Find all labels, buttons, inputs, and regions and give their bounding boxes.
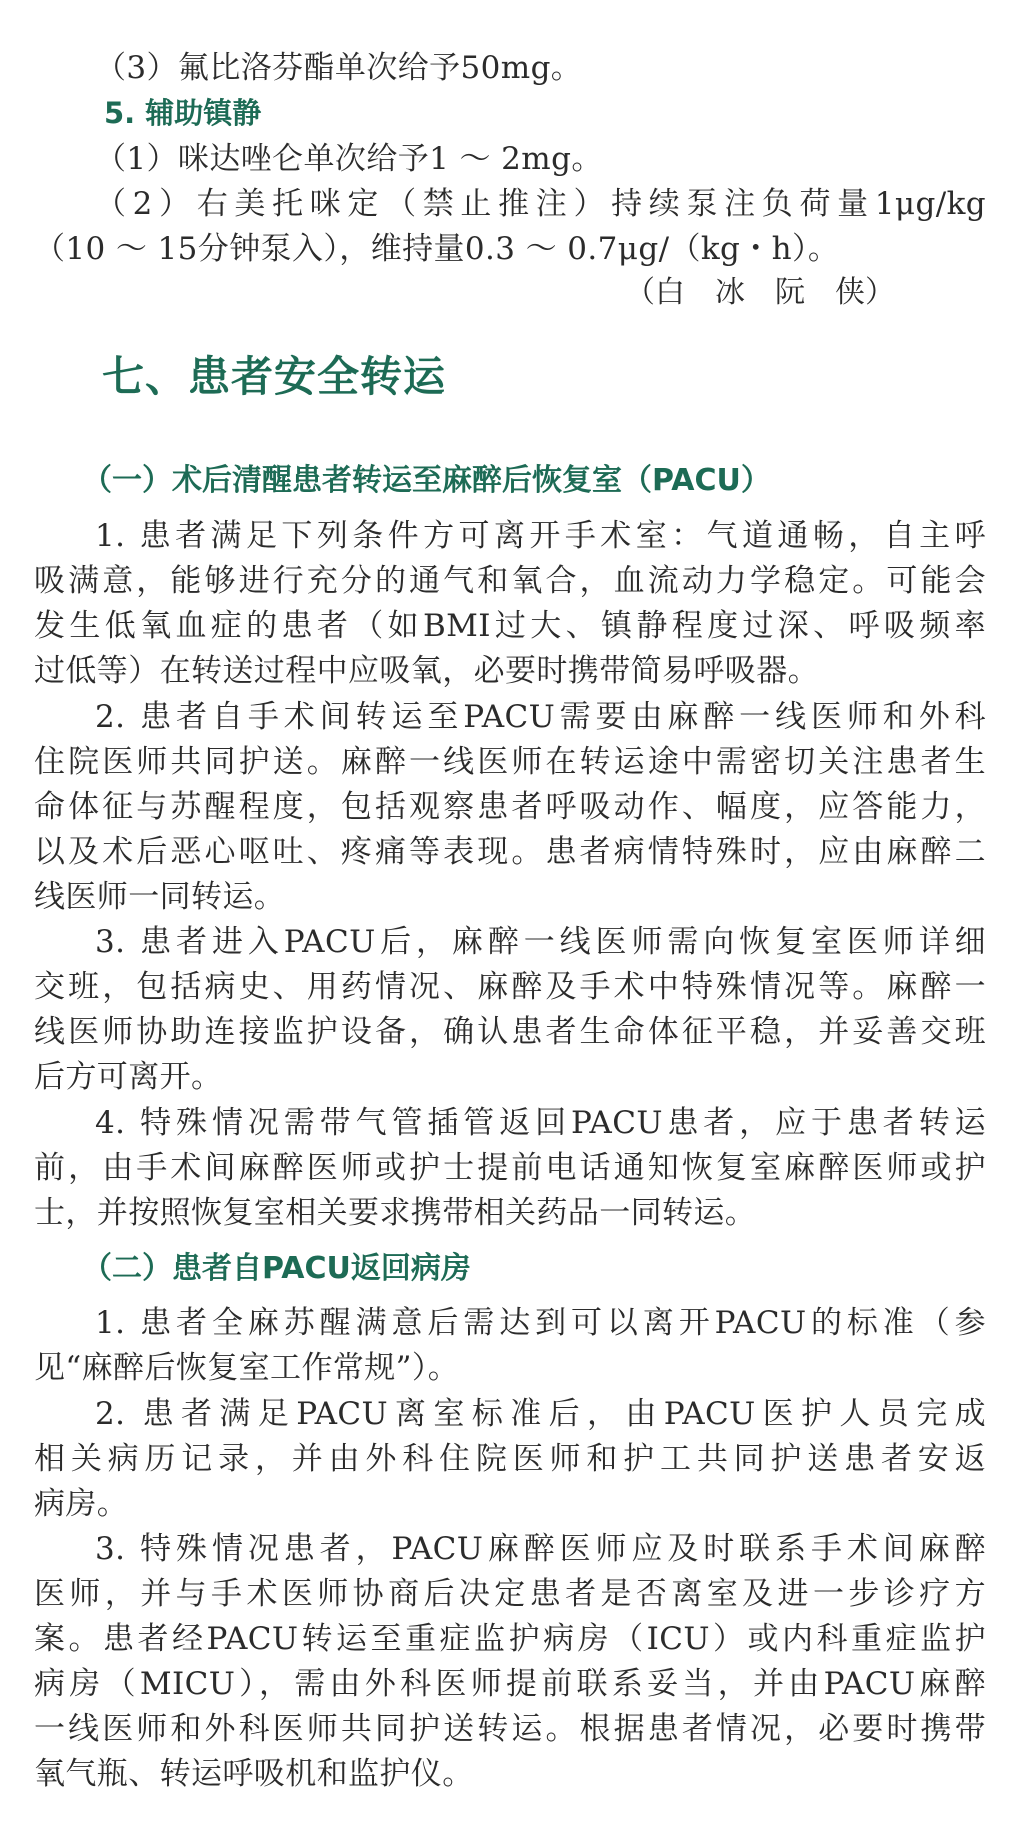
paragraph-line: 士，并按照恢复室相关要求携带相关药品一同转运。 — [34, 1195, 757, 1231]
subsection-1-title: （一）术后清醒患者转运至麻醉后恢复室（PACU） — [82, 463, 771, 498]
paragraph-line: 一线医师和外科医师共同护送转运。根据患者情况，必要时携带 — [34, 1711, 986, 1747]
intro-item-1: （1）咪达唑仑单次给予1 ～ 2mg。 — [95, 141, 603, 177]
heading-adjunct-sedation: 5. 辅助镇静 — [104, 96, 262, 130]
section-title: 七、患者安全转运 — [102, 352, 447, 401]
paragraph-line: 病房。 — [34, 1486, 129, 1522]
paragraph-line: 2. 患者满足PACU离室标准后，由PACU医护人员完成 — [95, 1396, 986, 1432]
paragraph-line: 前，由手术间麻醉医师或护士提前电话通知恢复室麻醉医师或护 — [34, 1150, 986, 1186]
paragraph-line: 住院医师共同护送。麻醉一线医师在转运途中需密切关注患者生 — [34, 744, 986, 780]
paragraph-line: 发生低氧血症的患者（如BMI过大、镇静程度过深、呼吸频率 — [34, 608, 986, 644]
paragraph-line: 1. 患者全麻苏醒满意后需达到可以离开PACU的标准（参 — [95, 1305, 986, 1341]
paragraph-line: 相关病历记录，并由外科住院医师和护工共同护送患者安返 — [34, 1441, 986, 1477]
author-credit: （白 冰 阮 侠） — [625, 275, 895, 310]
paragraph-line: 过低等）在转送过程中应吸氧，必要时携带简易呼吸器。 — [34, 653, 819, 689]
paragraph-line: 医师，并与手术医师协商后决定患者是否离室及进一步诊疗方 — [34, 1576, 986, 1612]
paragraph-line: 交班，包括病史、用药情况、麻醉及手术中特殊情况等。麻醉一 — [34, 969, 986, 1005]
paragraph-line: 3. 特殊情况患者，PACU麻醉医师应及时联系手术间麻醉 — [95, 1531, 986, 1567]
paragraph-line: 1. 患者满足下列条件方可离开手术室：气道通畅，自主呼 — [95, 518, 986, 554]
paragraph-line: 2. 患者自手术间转运至PACU需要由麻醉一线医师和外科 — [95, 699, 986, 735]
paragraph-line: 以及术后恶心呕吐、疼痛等表现。患者病情特殊时，应由麻醉二 — [34, 834, 986, 870]
intro-item-3: （3）氟比洛芬酯单次给予50mg。 — [95, 50, 583, 86]
paragraph-line: 线医师协助连接监护设备，确认患者生命体征平稳，并妥善交班 — [34, 1014, 986, 1050]
paragraph-line: 见“麻醉后恢复室工作常规”）。 — [34, 1350, 460, 1386]
paragraph-line: 4. 特殊情况需带气管插管返回PACU患者，应于患者转运 — [95, 1105, 986, 1141]
paragraph-line: 3. 患者进入PACU后，麻醉一线医师需向恢复室医师详细 — [95, 924, 986, 960]
paragraph-line: 吸满意，能够进行充分的通气和氧合，血流动力学稳定。可能会 — [34, 563, 986, 599]
paragraph-line: 命体征与苏醒程度，包括观察患者呼吸动作、幅度，应答能力， — [34, 789, 986, 825]
paragraph-line: 氧气瓶、转运呼吸机和监护仪。 — [34, 1756, 474, 1792]
intro-item-2-line-1: （2）右美托咪定（禁止推注）持续泵注负荷量1μg/kg — [95, 186, 986, 222]
paragraph-line: 案。患者经PACU转运至重症监护病房（ICU）或内科重症监护 — [34, 1621, 986, 1657]
paragraph-line: 病房（MICU），需由外科医师提前联系妥当，并由PACU麻醉 — [34, 1666, 986, 1702]
paragraph-line: 线医师一同转运。 — [34, 879, 286, 915]
subsection-2-title: （二）患者自PACU返回病房 — [82, 1251, 471, 1286]
paragraph-line: 后方可离开。 — [34, 1059, 223, 1095]
intro-item-2-line-2: （10 ～ 15分钟泵入），维持量0.3 ～ 0.7μg/（kg・h）。 — [34, 231, 840, 267]
